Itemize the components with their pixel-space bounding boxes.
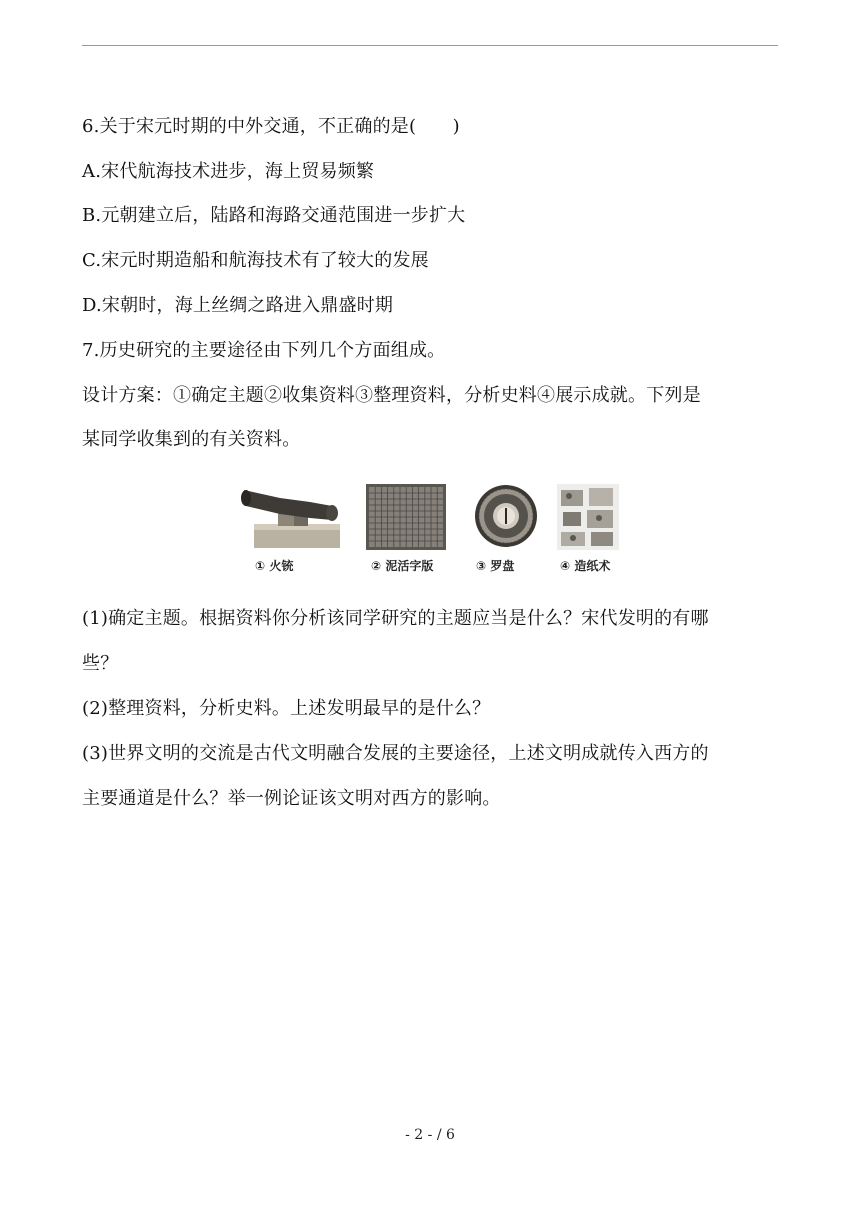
cannon-image	[240, 484, 348, 552]
figure-row	[232, 484, 632, 579]
question-6-option-d: D.宋朝时，海上丝绸之路进入鼎盛时期	[82, 295, 394, 316]
movable-type-plate-image	[366, 484, 446, 550]
figure-caption-3: ③ 罗盘	[476, 559, 515, 573]
question-6-option-b: B.元朝建立后，陆路和海路交通范围进一步扩大	[82, 205, 466, 226]
question-7-sub1-line-1: (1)确定主题。根据资料你分析该同学研究的主题应当是什么？宋代发明的有哪	[82, 608, 709, 629]
question-7-sub1-line-2: 些？	[82, 653, 119, 674]
papermaking-image	[557, 484, 619, 550]
compass-image	[474, 484, 538, 548]
question-7-stem: 7.历史研究的主要途径由下列几个方面组成。	[82, 340, 446, 361]
question-7-plan-line-1: 设计方案：①确定主题②收集资料③整理资料，分析史料④展示成就。下列是	[82, 385, 701, 406]
question-6-option-c: C.宋元时期造船和航海技术有了较大的发展	[82, 250, 429, 271]
figure-caption-2: ② 泥活字版	[371, 559, 434, 573]
header-rule	[82, 45, 778, 46]
question-7-sub3-line-2: 主要通道是什么？举一例论证该文明对西方的影响。	[82, 788, 501, 809]
page-number: - 2 - / 6	[405, 1127, 455, 1143]
question-7-plan-line-2: 某同学收集到的有关资料。	[82, 429, 301, 450]
question-7-sub3-line-1: (3)世界文明的交流是古代文明融合发展的主要途径，上述文明成就传入西方的	[82, 743, 709, 764]
question-6-option-a: A.宋代航海技术进步，海上贸易频繁	[82, 161, 375, 182]
question-7-sub2: (2)整理资料，分析史料。上述发明最早的是什么？	[82, 698, 491, 719]
figure-caption-1: ① 火铳	[255, 559, 294, 573]
question-6-stem: 6.关于宋元时期的中外交通，不正确的是( )	[82, 116, 460, 137]
figure-caption-4: ④ 造纸术	[560, 559, 611, 573]
